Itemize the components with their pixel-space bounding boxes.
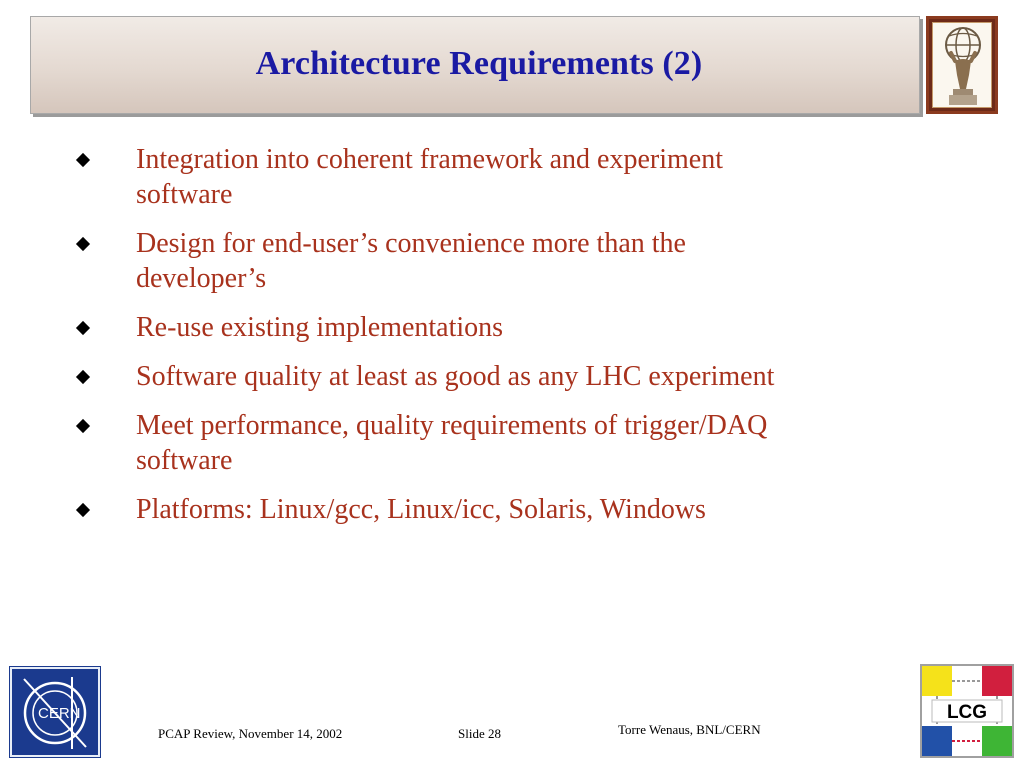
bullet-item [70,226,970,296]
bullet-list [70,142,970,541]
bullet-item [70,359,970,394]
bullet-item [70,492,970,527]
bullet-text-line: Software quality at least as good as any LHC experiment [136,361,775,392]
lcg-logo [920,664,1014,758]
footer-slide-number: Slide 28 [458,726,501,741]
diamond-bullet-icon [76,321,90,335]
footer-author: Torre Wenaus, BNL/CERN [618,722,761,737]
diamond-bullet-icon [76,503,90,517]
svg-text:CERN: CERN [38,705,81,722]
bullet-text-line: Re-use existing implementations [136,312,504,343]
slide-title: Architecture Requirements (2) [255,45,703,82]
atlas-statue-image [932,22,992,108]
bullet-item [70,142,970,212]
bullet-text-line: Platforms: Linux/gcc, Linux/icc, Solaris, Windows [136,494,706,525]
bullet-text-line: Meet performance, quality requirements of trigger/DAQ [136,410,768,441]
footer-review: PCAP Review, November 14, 2002 [158,726,343,741]
diamond-bullet-icon [76,370,90,384]
bullet-text-line: Design for end-user’s convenience more than the [136,228,686,259]
title-bar [30,16,920,114]
diamond-bullet-icon [76,153,90,167]
bullet-text-line: Integration into coherent framework and experiment [136,144,723,175]
bullet-item [70,310,970,345]
svg-text:LCG: LCG [946,702,988,723]
bullet-item [70,408,970,478]
bullet-text-line: software [136,179,233,210]
bullet-text-line: software [136,445,233,476]
cern-logo [10,667,100,757]
atlas-logo-frame [926,16,998,114]
diamond-bullet-icon [76,237,90,251]
diamond-bullet-icon [76,419,90,433]
bullet-text-line: developer’s [136,263,267,294]
